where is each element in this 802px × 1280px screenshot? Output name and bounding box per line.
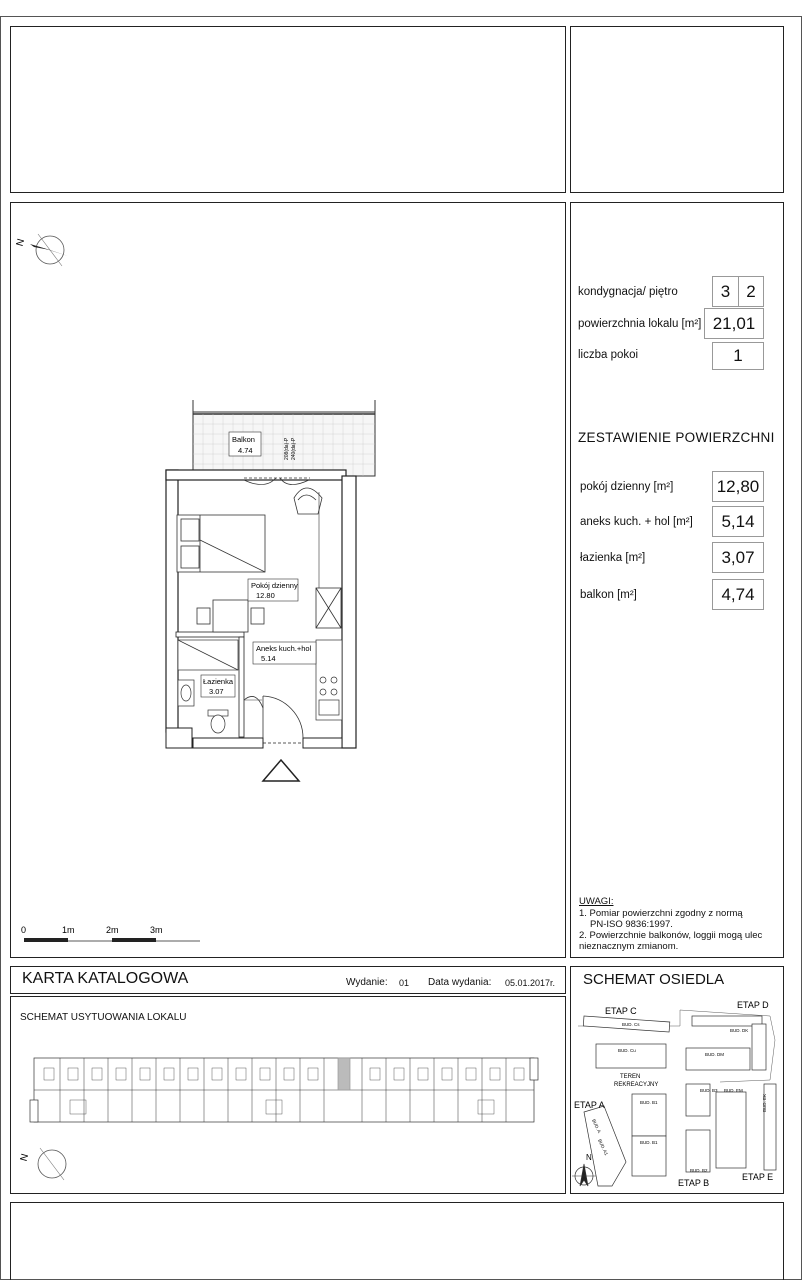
floor-value-1: 3 [712, 276, 738, 307]
stage-b: ETAP B [678, 1178, 710, 1188]
kitchenette [316, 640, 342, 720]
scale-2m: 2m [106, 925, 119, 935]
summary-label-living: pokój dzienny [m²] [580, 481, 674, 493]
estate-map [572, 1010, 776, 1186]
bud-b2: BUD. B2 [690, 1168, 708, 1173]
bud-cu: BUD. Cu [618, 1048, 636, 1053]
wardrobe [316, 492, 341, 628]
bud-ek: BUD. EK [762, 1093, 767, 1112]
notes-line-2: PN-ISO 9836:1997. [590, 919, 673, 930]
scale-1m: 1m [62, 925, 75, 935]
notes-line-3: 2. Powierzchnie balkonów, loggii mogą ulec [579, 930, 763, 941]
scale-0: 0 [21, 925, 27, 935]
bud-b1-a: BUD. B1 [640, 1100, 658, 1105]
summary-label-kitchen: aneks kuch. + hol [m²] [580, 516, 693, 528]
entrance-marker [263, 760, 299, 781]
bud-dm: BUD. DM [705, 1052, 724, 1057]
room-name-bathroom: Łazienka [203, 677, 234, 686]
stage-d: ETAP D [737, 1000, 769, 1010]
scale-bar [21, 925, 200, 942]
edition-value: 01 [399, 978, 410, 988]
notes-title: UWAGI: [579, 896, 614, 907]
summary-value-kitchen: 5,14 [712, 506, 764, 537]
bud-b1-b: BUD. B1 [640, 1140, 658, 1145]
notes-line-1: 1. Pomiar powierzchni zgodny z normą [579, 908, 743, 919]
date-value: 05.01.2017r. [505, 978, 556, 988]
bud-a1: BUD. A1 [597, 1138, 609, 1157]
room-area-living: 12.80 [256, 591, 275, 600]
rooms-label: liczba pokoi [578, 349, 639, 361]
room-name-balcony: Balkon [232, 435, 255, 444]
summary-label-bathroom: łazienka [m²] [580, 552, 646, 564]
room-name-living: Pokój dzienny [251, 581, 298, 590]
edition-label: Wydanie: [346, 977, 388, 988]
area-value: 21,01 [704, 308, 764, 339]
recreation-line-1: TEREN [620, 1074, 641, 1080]
room-name-kitchen: Aneks kuch.+hol [256, 644, 312, 653]
summary-title: ZESTAWIENIE POWIERZCHNI [578, 430, 775, 445]
bud-cs: BUD. Cs [622, 1022, 640, 1027]
bed [177, 515, 265, 572]
catalog-title: KARTA KATALOGOWA [22, 970, 189, 987]
armchair [294, 488, 322, 514]
scale-3m: 3m [150, 925, 163, 935]
summary-value-living: 12,80 [712, 471, 764, 502]
door-height-label: 208(da)-P [284, 437, 290, 460]
stage-e: ETAP E [742, 1172, 774, 1182]
stage-c: ETAP C [605, 1006, 637, 1016]
summary-value-bathroom: 3,07 [712, 542, 764, 573]
bud-dk: BUD. DK [730, 1028, 749, 1033]
room-area-balcony: 4.74 [238, 446, 253, 455]
bud-b3: BUD. B3 [700, 1088, 718, 1093]
bud-a: BUD. A [591, 1118, 602, 1134]
location-scheme-title: SCHEMAT USYTUOWANIA LOKALU [20, 1012, 187, 1023]
balcony [193, 400, 375, 476]
summary-value-balcony: 4,74 [712, 579, 764, 610]
estate-compass-n: N [586, 1153, 592, 1162]
bud-em: BUD. EM [724, 1088, 743, 1093]
recreation-line-2: REKREACYJNY [614, 1082, 659, 1088]
dining-table [197, 600, 264, 632]
notes-line-4: nieznacznym zmianom. [579, 941, 679, 952]
floor-label: kondygnacja/ piętro [578, 286, 678, 298]
room-area-kitchen: 5.14 [261, 654, 276, 663]
door-height-label-2: 240(da)-P [291, 437, 297, 460]
rooms-value: 1 [712, 342, 764, 370]
room-area-bathroom: 3.07 [209, 687, 224, 696]
date-label: Data wydania: [428, 977, 492, 988]
estate-scheme-title: SCHEMAT OSIEDLA [583, 971, 725, 988]
area-label: powierzchnia lokalu [m²] [578, 318, 702, 330]
stage-a: ETAP A [574, 1100, 605, 1110]
location-compass-n: N [18, 1152, 32, 1163]
entrance-door [244, 696, 303, 738]
compass-n: N [14, 237, 28, 248]
building-strip [30, 1058, 538, 1122]
compass-icon [15, 234, 68, 266]
location-compass-icon [19, 1148, 72, 1180]
summary-label-balcony: balkon [m²] [580, 589, 637, 601]
floor-value-2: 2 [738, 276, 764, 307]
